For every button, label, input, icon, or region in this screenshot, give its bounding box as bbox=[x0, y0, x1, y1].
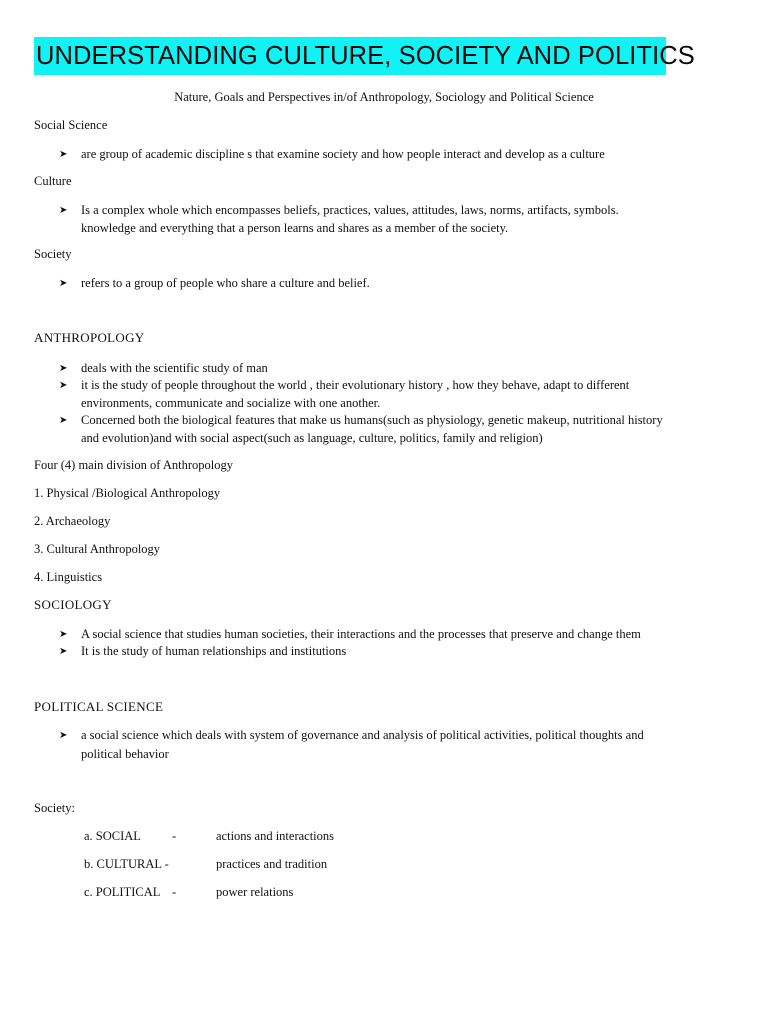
term-social-science: Social Science bbox=[34, 118, 108, 132]
arrowhead-bullet-icon: ➤ bbox=[59, 380, 68, 391]
division-item: 1. Physical /Biological Anthropology bbox=[34, 486, 221, 500]
division-item: 4. Linguistics bbox=[34, 570, 103, 584]
document-subtitle: Nature, Goals and Perspectives in/of Anthropology, Sociology and Political Science bbox=[174, 90, 594, 104]
term-culture: Culture bbox=[34, 174, 72, 188]
division-item: 2. Archaeology bbox=[34, 514, 111, 528]
division-item: 3. Cultural Anthropology bbox=[34, 542, 161, 556]
arrowhead-bullet-icon: ➤ bbox=[59, 149, 68, 160]
arrowhead-bullet-icon: ➤ bbox=[59, 730, 68, 741]
arrowhead-bullet-icon: ➤ bbox=[59, 629, 68, 640]
arrowhead-bullet-icon: ➤ bbox=[59, 646, 68, 657]
heading-anthropology: ANTHROPOLOGY bbox=[34, 330, 145, 345]
society-aspects-heading: Society: bbox=[34, 801, 75, 815]
arrowhead-bullet-icon: ➤ bbox=[59, 278, 68, 289]
document-title: UNDERSTANDING CULTURE, SOCIETY AND POLITICS bbox=[34, 37, 666, 75]
term-society: Society bbox=[34, 247, 72, 261]
document-page: UNDERSTANDING CULTURE, SOCIETY AND POLITICS Nature, Goals and Perspectives in/of Anthropology, Sociology and Political Science Social Science ➤ are group of academic discipline s that examine society and how people interact and develop as a culture Culture ➤ Is a complex whole which encompasses beliefs, practices, values, attitudes, laws, norms, artifacts, symbols. knowledge and everything that a person learns and shares as a member of the society. Society ➤ refers to a group of people who share a culture and belief. ANTHROPOLOGY ➤ deals with the scientific study of man ➤ it is the study of people throughout the world , their evolutionary history , how they behave, adapt to different environments, communicate and socialize with one another. ➤ Concerned both the biological features that make us humans(such as physiology, genetic makeup, nutritional history and evolution)and with social aspect(such as language, culture, politics, family and religion) Four (4) main division of Anthropology 1. Physical /Biological Anthropology 2. Archaeology 3. Cultural Anthropology 4. Linguistics SOCIOLOGY ➤ A social science that studies human societies, their interactions and the processes that preserve and change them ➤ It is the study of human relationships and institutions POLITICAL SCIENCE ➤ a social science which deals with system of governance and analysis of political activities, political thoughts and political behavior Society: a. SOCIAL - actions and interactions b. CULTURAL - practices and tradition c. POLITICAL - power relations bbox=[0, 0, 768, 1024]
arrowhead-bullet-icon: ➤ bbox=[59, 205, 68, 216]
divisions-heading: Four (4) main division of Anthropology bbox=[34, 458, 233, 472]
arrowhead-bullet-icon: ➤ bbox=[59, 363, 68, 374]
heading-political-science: POLITICAL SCIENCE bbox=[34, 699, 164, 714]
heading-sociology: SOCIOLOGY bbox=[34, 597, 112, 612]
arrowhead-bullet-icon: ➤ bbox=[59, 415, 68, 426]
